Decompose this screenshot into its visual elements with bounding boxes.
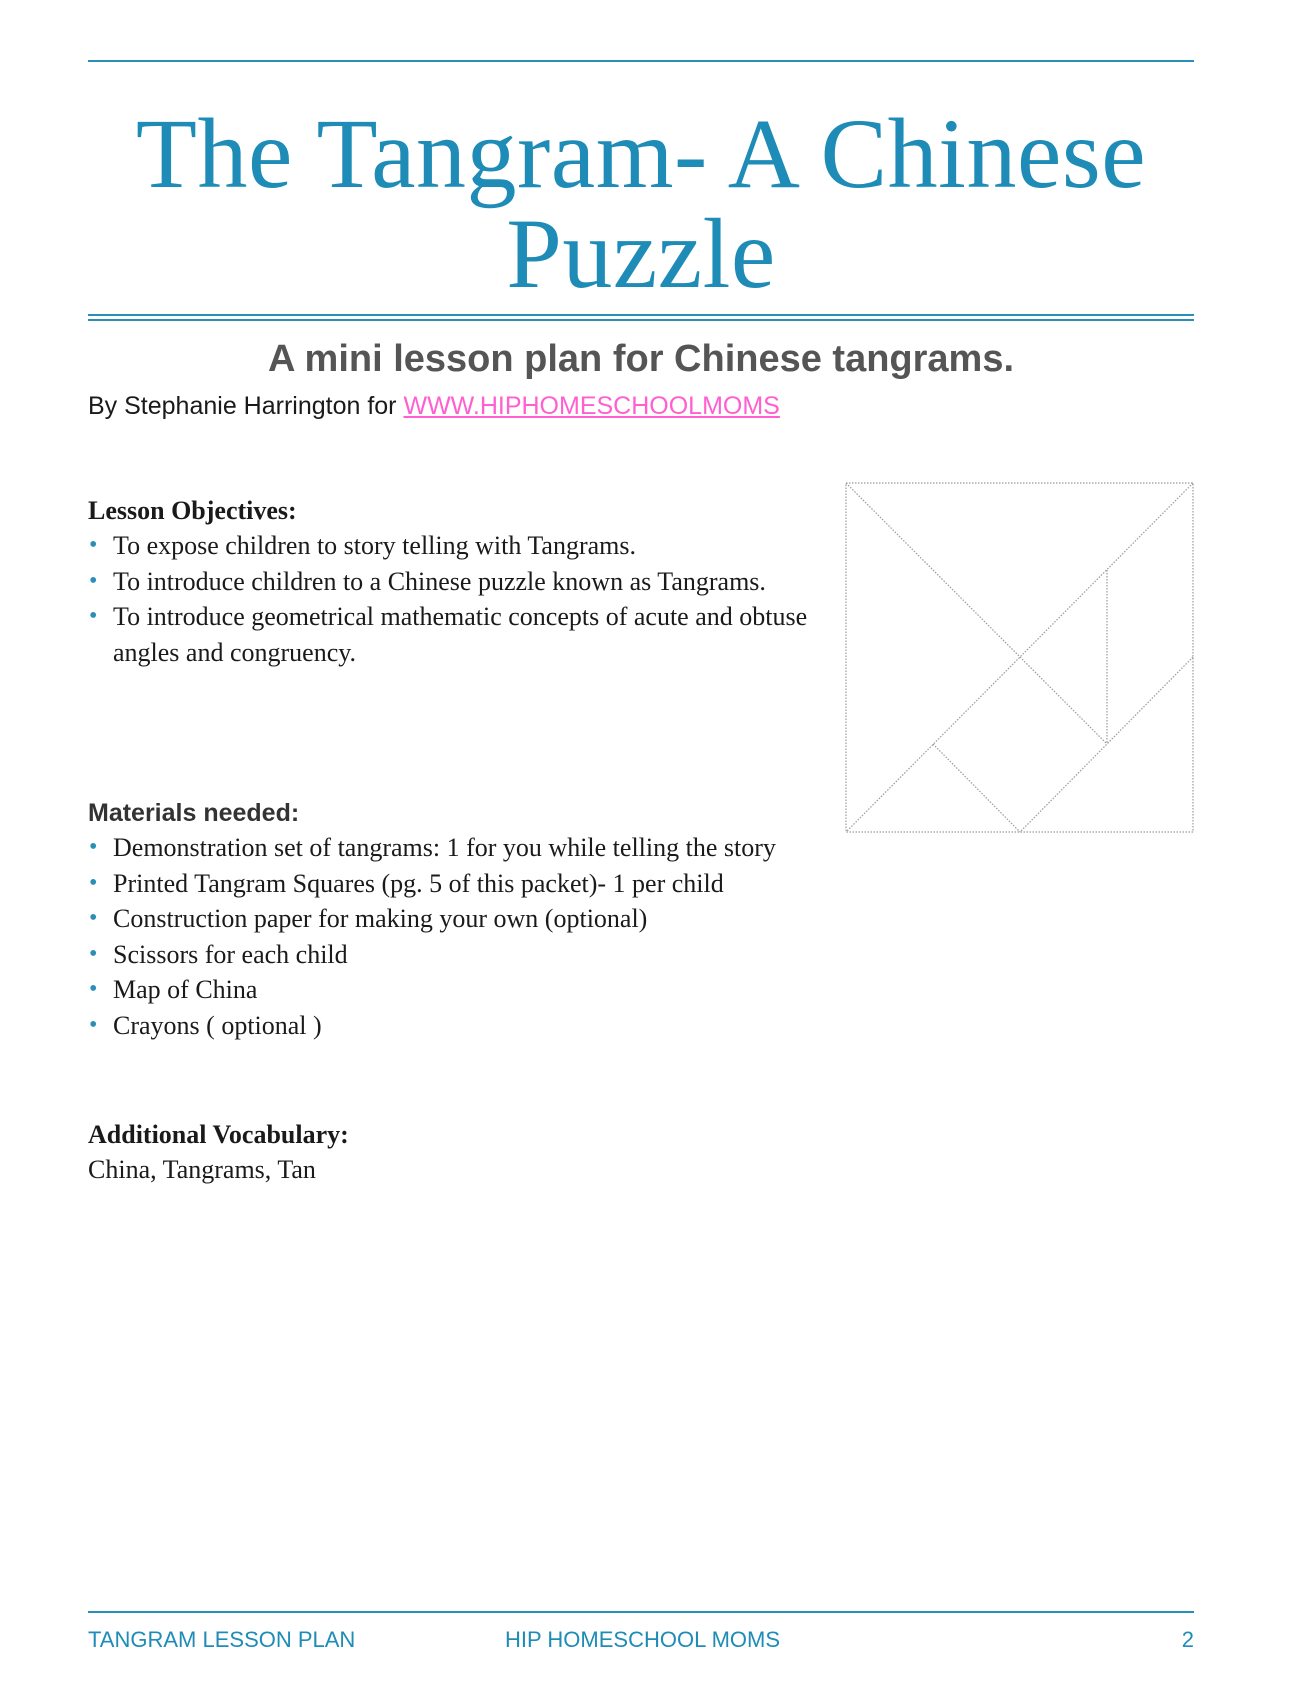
list-item-text: Printed Tangram Squares (pg. 5 of this packet)- 1 per child — [113, 868, 724, 898]
list-item-text: To introduce children to a Chinese puzzle known as Tangrams. — [113, 566, 766, 596]
list-item-text: Scissors for each child — [113, 939, 348, 969]
list-item — [88, 937, 828, 973]
list-item-text: Construction paper for making your own (optional) — [113, 904, 648, 933]
list-item-text: Map of China — [113, 975, 258, 1004]
objectives-heading: Lesson Objectives: — [88, 496, 297, 525]
bullet-icon: • — [89, 603, 98, 629]
footer-left-text: TANGRAM LESSON PLAN — [88, 1627, 356, 1652]
bullet-icon: • — [89, 567, 98, 594]
list-item-text: Crayons ( optional ) — [113, 1010, 322, 1040]
bullet-icon: • — [89, 532, 98, 558]
title-rule-upper — [88, 314, 1194, 316]
footer-center-text: HIP HOMESCHOOL MOMS — [505, 1627, 781, 1652]
website-link[interactable]: WWW.HIPHOMESCHOOLMOMS — [403, 392, 780, 420]
list-item-text: Demonstration set of tangrams: 1 for you while telling the story — [113, 833, 776, 862]
materials-heading: Materials needed: — [88, 799, 300, 827]
vocabulary-heading: Additional Vocabulary: — [88, 1120, 349, 1149]
bullet-icon: • — [89, 869, 98, 896]
bullet-icon: • — [89, 834, 98, 860]
list-item — [88, 901, 828, 937]
bullet-icon: • — [89, 940, 98, 967]
list-item-text: To expose children to story telling with Tangrams. — [113, 531, 637, 560]
list-item-text: To introduce geometrical mathematic concepts of acute and obtuse angles and congruency. — [113, 602, 808, 667]
list-item — [88, 564, 828, 600]
list-item — [88, 866, 828, 902]
page-title: The Tangram- A Chinese Puzzle — [135, 98, 1147, 309]
objectives-list — [88, 528, 828, 670]
lesson-objectives-section — [88, 494, 828, 670]
vocabulary-section — [88, 1118, 828, 1188]
list-item — [88, 599, 828, 670]
list-item — [88, 972, 828, 1008]
byline — [88, 390, 780, 422]
byline-text: By Stephanie Harrington for — [88, 392, 404, 420]
tangram-edge — [1020, 657, 1107, 744]
title-rule-lower — [88, 319, 1194, 321]
page-subtitle: A mini lesson plan for Chinese tangrams. — [267, 338, 1015, 380]
tangram-edge — [933, 744, 1020, 832]
list-item — [88, 528, 828, 564]
tangram-square-diagram — [845, 482, 1194, 833]
bullet-icon: • — [89, 905, 98, 931]
footer-rule — [88, 1611, 1194, 1613]
materials-section — [88, 796, 828, 1043]
vocabulary-text: China, Tangrams, Tan — [88, 1155, 316, 1184]
list-item — [88, 830, 828, 866]
bullet-icon: • — [89, 1011, 98, 1038]
bullet-icon: • — [89, 976, 98, 1002]
page-number: 2 — [1181, 1627, 1194, 1652]
top-rule — [88, 60, 1194, 62]
tangram-edge — [846, 483, 1193, 832]
materials-list — [88, 830, 828, 1043]
tangram-edge — [846, 483, 1020, 657]
list-item — [88, 1008, 828, 1044]
